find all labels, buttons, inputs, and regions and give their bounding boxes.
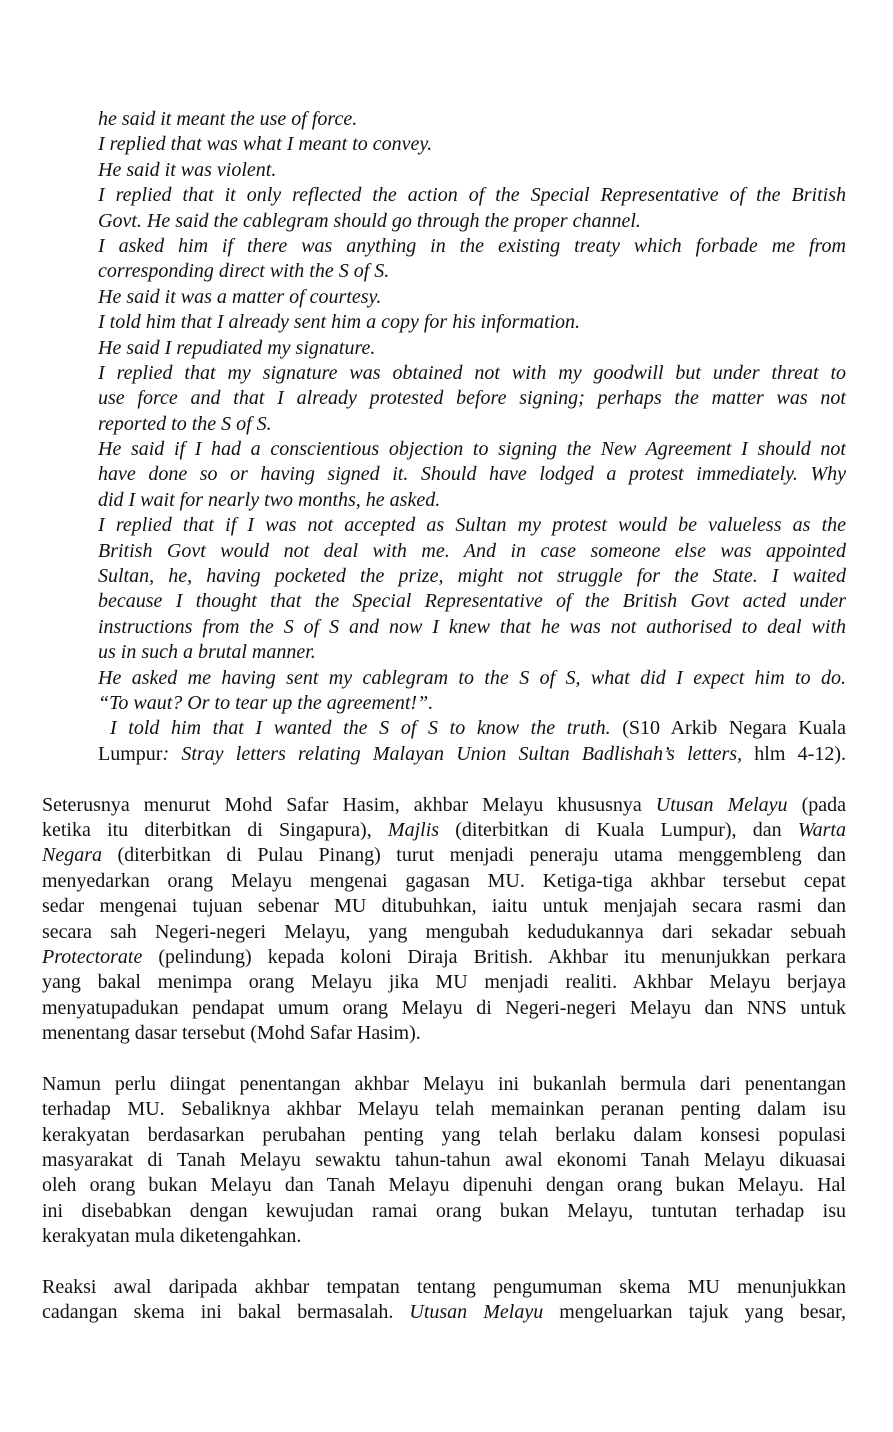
text-line [42, 894, 846, 919]
text-span: , hlm 4-12). [737, 742, 846, 765]
text-span: terhadap MU. Sebaliknya akhbar Melayu telah memainkan peranan penting dalam isu [42, 1098, 846, 1121]
text-line [42, 1173, 846, 1198]
italic-text: I asked him if there was anything in the existing treaty which forbade me from [98, 234, 846, 257]
text-line [98, 209, 846, 234]
italic-text: because I thought that the Special Representative of the British Govt acted under [98, 590, 846, 613]
italic-text: Negara [42, 844, 102, 867]
italic-text: have done so or having signed it. Should have lodged a protest immediately. Why [98, 463, 846, 486]
text-line [98, 310, 846, 335]
italic-text: corresponding direct with the S of S. [98, 260, 390, 283]
italic-text: He said if I had a conscientious objection to signing the New Agreement I should not [98, 438, 846, 461]
text-line [98, 742, 846, 767]
italic-text: He asked me having sent my cablegram to the S of S, what did I expect him to do. [98, 666, 846, 689]
body-paragraph [42, 1275, 846, 1326]
text-span: kerakyatan berdasarkan perubahan penting yang telah berlaku dalam konsesi populasi [42, 1123, 846, 1146]
text-line [42, 1275, 846, 1300]
text-line [42, 1097, 846, 1122]
text-line [98, 564, 846, 589]
text-line [98, 615, 846, 640]
text-line [42, 970, 846, 995]
text-line [98, 513, 846, 538]
text-line [98, 361, 846, 386]
italic-text: I replied that if I was not accepted as Sultan my protest would be valueless as the [98, 514, 846, 537]
text-span: ini disebabkan dengan kewujudan ramai orang bukan Melayu, tuntutan terhadap isu [42, 1199, 846, 1222]
text-line [98, 132, 846, 157]
text-span: (pada [787, 793, 846, 816]
italic-text: did I wait for nearly two months, he asked. [98, 488, 441, 511]
italic-text: I told him that I already sent him a copy for his information. [98, 311, 581, 334]
text-line [42, 1021, 846, 1046]
italic-text: Protectorate [42, 945, 143, 968]
italic-text: I replied that it only reflected the action of the Special Representative of the British [98, 184, 846, 207]
text-span: kerakyatan mula diketengahkan. [42, 1225, 302, 1248]
text-span: (pelindung) kepada koloni Diraja British. Akhbar itu menunjukkan perkara [142, 945, 846, 968]
text-span: menyatupadukan pendapat umum orang Melayu di Negeri-negeri Melayu dan NNS untuk [42, 996, 846, 1019]
text-line [98, 234, 846, 259]
text-line [42, 996, 846, 1021]
italic-text: reported to the S of S. [98, 412, 272, 435]
text-span: Namun perlu diingat penentangan akhbar Melayu ini bukanlah bermula dari penentangan [42, 1072, 846, 1095]
italic-text: Sultan, he, having pocketed the prize, might not struggle for the State. I waited [98, 565, 846, 588]
text-line [98, 412, 846, 437]
text-line [98, 437, 846, 462]
text-span: mengeluarkan tajuk yang besar, [543, 1301, 846, 1324]
text-line [42, 869, 846, 894]
text-line [98, 285, 846, 310]
italic-text: : Stray letters relating Malayan Union Sultan Badlishah’s letters [162, 742, 738, 765]
text-line [42, 818, 846, 843]
italic-text: Majlis [387, 818, 440, 841]
text-line [98, 716, 846, 741]
text-span: Lumpur [98, 742, 163, 765]
text-line [42, 1199, 846, 1224]
italic-text: He said it was a matter of courtesy. [98, 285, 382, 308]
italic-text: He said I repudiated my signature. [98, 336, 376, 359]
text-line [42, 1300, 846, 1325]
italic-text: Warta [797, 818, 846, 841]
text-span: cadangan skema ini bakal bermasalah. [42, 1301, 410, 1324]
text-line [42, 945, 846, 970]
text-line [98, 259, 846, 284]
text-span: (S10 Arkib Negara Kuala [610, 717, 846, 740]
text-line [42, 843, 846, 868]
text-span: oleh orang bukan Melayu dan Tanah Melayu dipenuhi dengan orang bukan Melayu. Hal [42, 1174, 846, 1197]
text-span: yang bakal menimpa orang Melayu jika MU menjadi realiti. Akhbar Melayu berjaya [42, 971, 846, 994]
italic-text: “To waut? Or to tear up the agreement!”. [98, 691, 434, 714]
body-paragraph [42, 1072, 846, 1250]
text-line [98, 462, 846, 487]
italic-text: I replied that my signature was obtained not with my goodwill but under threat to [98, 361, 846, 384]
italic-text: us in such a brutal manner. [98, 641, 316, 664]
text-span: sedar mengenai tujuan sebenar MU ditubuhkan, iaitu untuk menjajah secara rasmi dan [42, 895, 846, 918]
text-span: Seterusnya menurut Mohd Safar Hasim, akhbar Melayu khususnya [42, 793, 656, 816]
text-span: Reaksi awal daripada akhbar tempatan tentang pengumuman skema MU menunjukkan [42, 1275, 846, 1298]
text-span: menyedarkan orang Melayu mengenai gagasan MU. Ketiga-tiga akhbar tersebut cepat [42, 869, 846, 892]
text-line [42, 1148, 846, 1173]
italic-text: He said it was violent. [98, 158, 277, 181]
document-page [42, 107, 846, 1351]
italic-text: Govt. He said the cablegram should go through the proper channel. [98, 209, 641, 232]
text-line [98, 386, 846, 411]
text-line [98, 589, 846, 614]
italic-text: I replied that was what I meant to convey. [98, 133, 433, 156]
text-line [98, 158, 846, 183]
text-span: (diterbitkan di Pulau Pinang) turut menjadi peneraju utama menggembleng dan [102, 844, 846, 867]
text-span: masyarakat di Tanah Melayu sewaktu tahun-tahun awal ekonomi Tanah Melayu dikuasai [42, 1149, 846, 1172]
italic-text: I told him that I wanted the S of S to know the truth. [110, 717, 611, 740]
text-line [42, 1072, 846, 1097]
block-quote [98, 107, 846, 767]
text-span: (diterbitkan di Kuala Lumpur), dan [439, 818, 798, 841]
body-paragraph [42, 793, 846, 1047]
text-line [98, 107, 846, 132]
text-line [98, 488, 846, 513]
text-span: menentang dasar tersebut (Mohd Safar Hasim). [42, 1022, 421, 1045]
text-line [98, 640, 846, 665]
text-line [42, 920, 846, 945]
text-line [98, 666, 846, 691]
text-line [42, 1224, 846, 1249]
italic-text: Utusan Melayu [655, 793, 788, 816]
text-line [42, 1123, 846, 1148]
italic-text: instructions from the S of S and now I knew that he was not authorised to deal with [98, 615, 846, 638]
text-line [98, 539, 846, 564]
italic-text: use force and that I already protested before signing; perhaps the matter was not [98, 387, 846, 410]
text-line [98, 183, 846, 208]
text-line [98, 691, 846, 716]
italic-text: he said it meant the use of force. [98, 108, 358, 130]
italic-text: Utusan Melayu [409, 1301, 544, 1324]
text-line [42, 793, 846, 818]
text-span: secara sah Negeri-negeri Melayu, yang mengubah kedudukannya dari sekadar sebuah [42, 920, 846, 943]
text-line [98, 336, 846, 361]
text-span: ketika itu diterbitkan di Singapura), [42, 818, 388, 841]
italic-text: British Govt would not deal with me. And in case someone else was appointed [98, 539, 846, 562]
